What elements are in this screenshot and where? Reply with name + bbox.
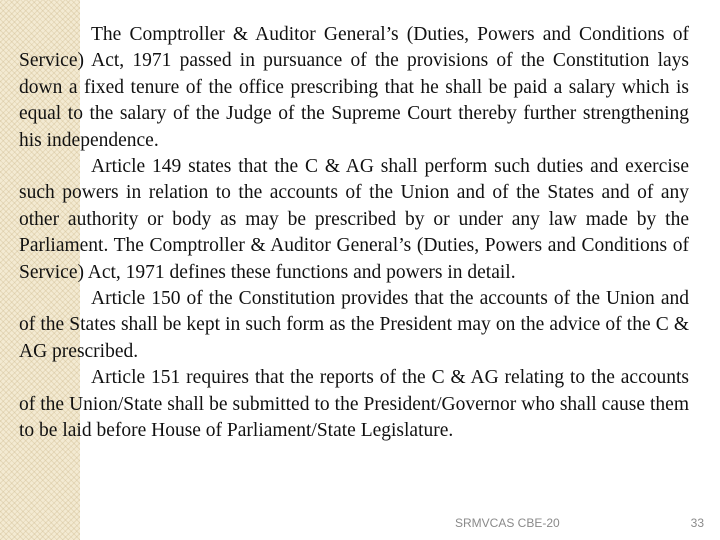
paragraph-article-150: Article 150 of the Constitution provides that the accounts of the Union and of the States shall be kept in such form as the President may on the advice of the C & AG prescribed. (19, 288, 689, 362)
page-number: 33 (690, 516, 704, 530)
body-text (19, 22, 689, 445)
paragraph-cag-act-1971: The Comptroller & Auditor General’s (Duties, Powers and Conditions of Service) Act, 1971 passed in pursuance of the provisions of the Constitution lays down a fixed tenure of the office prescribing that he shall be paid a salary which is equal to the salary of the Judge of the Supreme Court thereby further strengthening his independence. (19, 24, 689, 151)
paragraph-article-151: Article 151 requires that the reports of the C & AG relating to the accounts of the Union/State shall be submitted to the President/Governor who shall cause them to be laid before House of Parliament/State Legislature. (19, 367, 689, 442)
footer-label: SRMVCAS CBE-20 (455, 516, 560, 530)
paragraph-article-149: Article 149 states that the C & AG shall perform such duties and exercise such powers in relation to the accounts of the Union and of the States and of any other authority or body as may be prescribed by or under any law made by the Parliament. The Comptroller & Auditor General’s (Duties, Powers and Conditions of Service) Act, 1971 defines these functions and powers in detail. (19, 156, 689, 283)
